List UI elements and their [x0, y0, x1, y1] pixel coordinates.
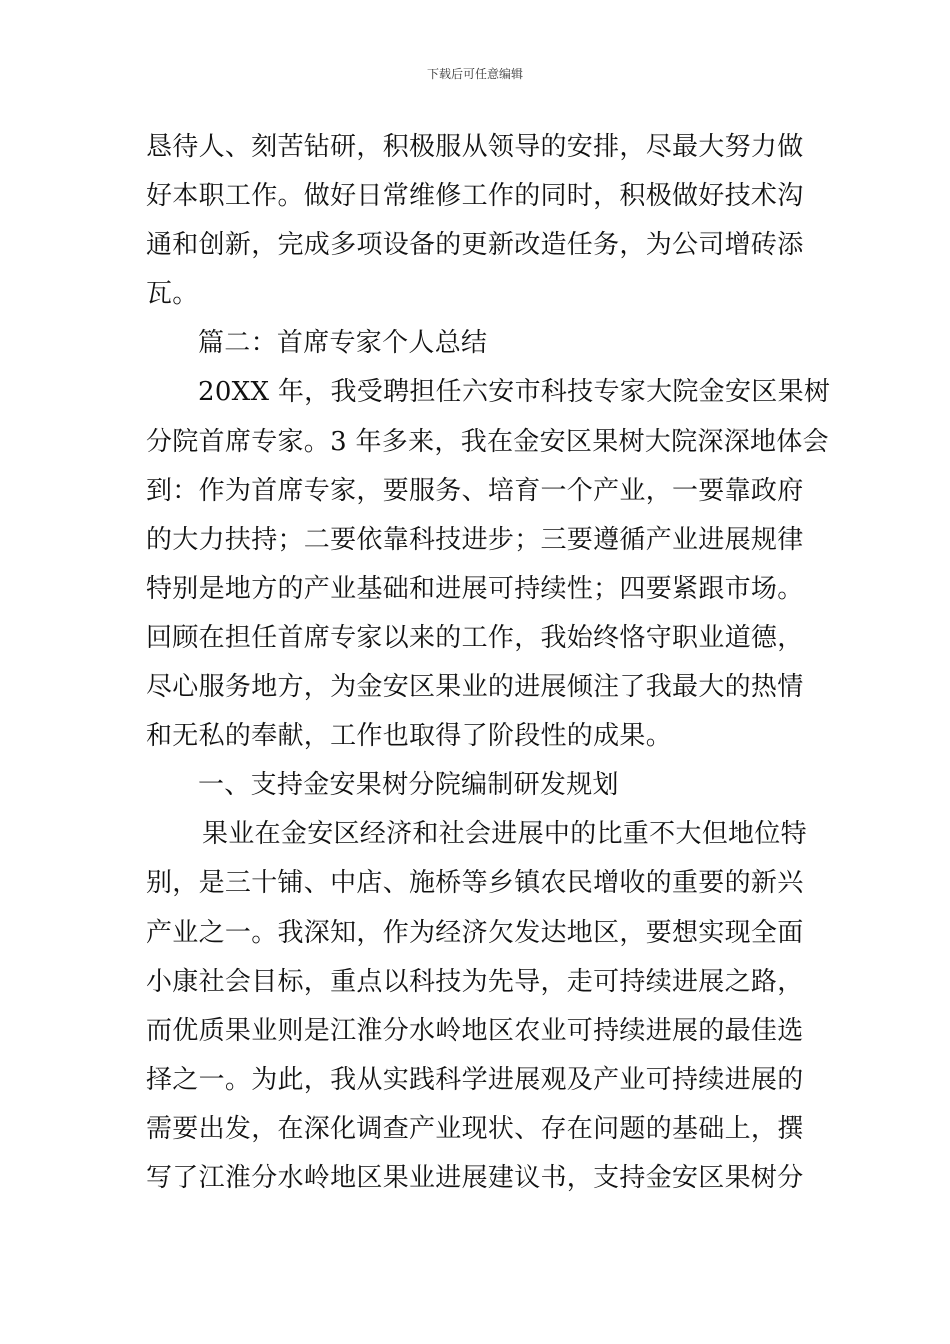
- text-line: 好本职工作。做好日常维修工作的同时，积极做好技术沟: [146, 181, 804, 212]
- text-line: 恳待人、刻苦钻研，积极服从领导的安排，尽最大努力做: [146, 132, 804, 162]
- section-heading: 篇二：首席专家个人总结: [198, 328, 488, 359]
- subsection-heading: 一、支持金安果树分院编制研发规划: [198, 770, 619, 801]
- text-line: 而优质果业则是江淮分水岭地区农业可持续进展的最佳选: [146, 1015, 804, 1046]
- text-line: 特别是地方的产业基础和进展可持续性；四要紧跟市场。: [146, 573, 804, 604]
- text-line: 需要出发，在深化调查产业现状、存在问题的基础上，撰: [146, 1113, 804, 1144]
- text-line: 择之一。为此，我从实践科学进展观及产业可持续进展的: [146, 1064, 804, 1095]
- paragraph-start-line: 果业在金安区经济和社会进展中的比重不大但地位特: [202, 819, 807, 850]
- page-header: 下载后可任意编辑: [426, 67, 523, 81]
- document-body: [146, 123, 831, 1203]
- paragraph-start-line: 20XX 年，我受聘担任六安市科技专家大院金安区果树: [198, 377, 831, 408]
- text-line: 写了江淮分水岭地区果业进展建议书，支持金安区果树分: [146, 1162, 804, 1193]
- text-line: 产业之一。我深知，作为经济欠发达地区，要想实现全面: [146, 917, 804, 948]
- text-line: 分院首席专家。3 年多来，我在金安区果树大院深深地体会: [146, 426, 829, 457]
- text-line: 通和创新，完成多项设备的更新改造任务，为公司增砖添: [146, 230, 804, 261]
- text-line: 回顾在担任首席专家以来的工作，我始终恪守职业道德，: [146, 622, 804, 653]
- text-line: 到：作为首席专家，要服务、培育一个产业，一要靠政府: [146, 475, 804, 506]
- text-line: 的大力扶持；二要依靠科技进步；三要遵循产业进展规律: [146, 524, 804, 555]
- text-line: 别，是三十铺、中店、施桥等乡镇农民增收的重要的新兴: [146, 868, 804, 899]
- text-line: 和无私的奉献，工作也取得了阶段性的成果。: [146, 721, 673, 752]
- text-line: 瓦。: [146, 279, 199, 310]
- text-line: 尽心服务地方，为金安区果业的进展倾注了我最大的热情: [146, 672, 804, 703]
- text-line: 小康社会目标，重点以科技为先导，走可持续进展之路，: [146, 966, 804, 997]
